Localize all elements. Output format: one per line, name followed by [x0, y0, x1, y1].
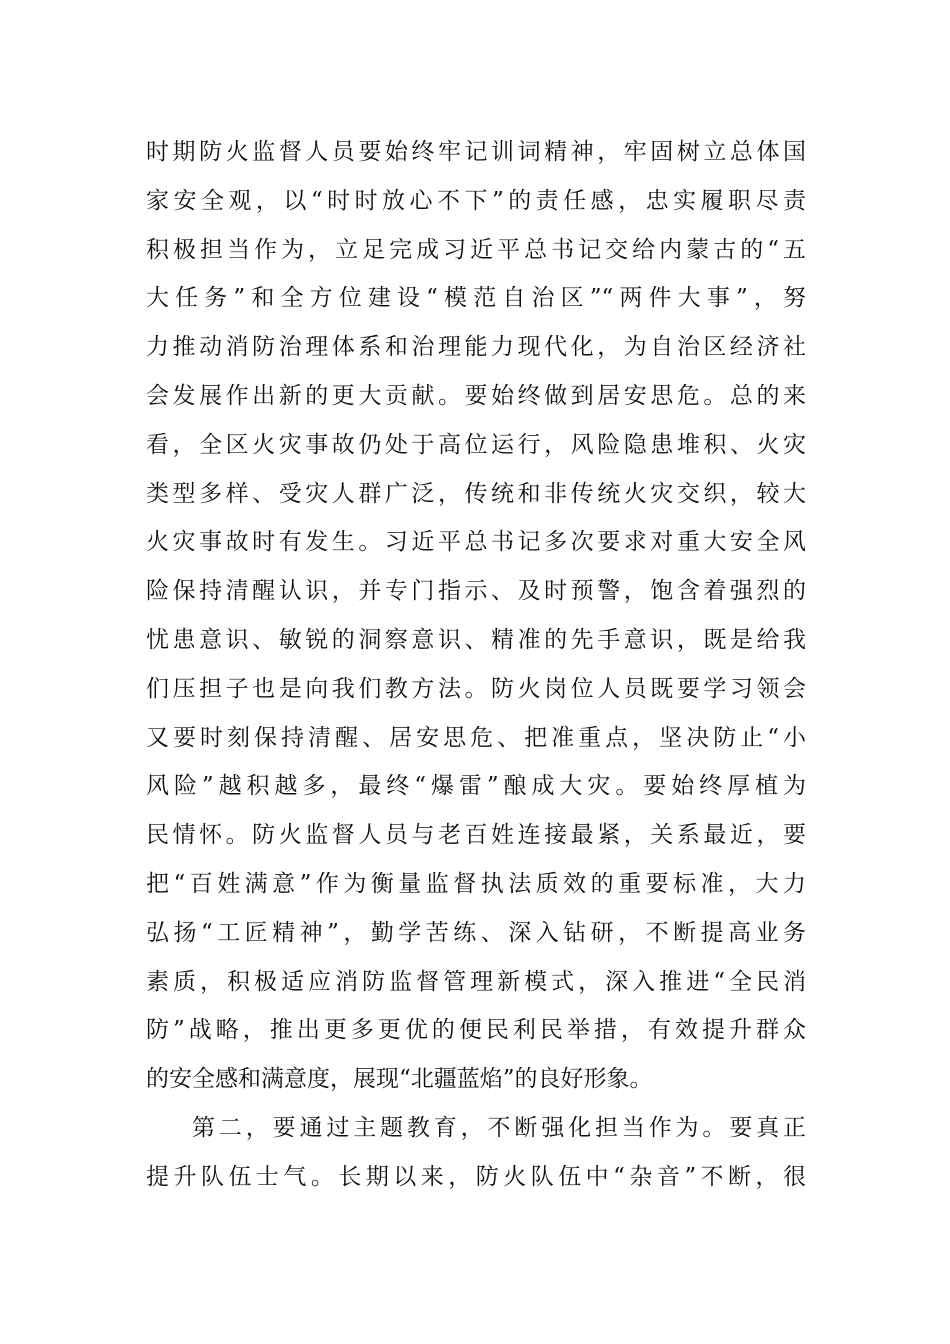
body-text [146, 128, 806, 1202]
paragraph-line: 类型多样、受灾人群广泛，传统和非传统火灾交织，较大 [146, 480, 806, 507]
paragraph-line: 看，全区火灾事故仍处于高位运行，风险隐患堆积、火灾 [146, 431, 806, 458]
paragraph-line: 风险”越积越多，最终“爆雷”酿成大灾。要始终厚植为 [146, 773, 806, 800]
paragraph-line: 忧患意识、敏锐的洞察意识、精准的先手意识，既是给我 [146, 626, 806, 653]
paragraph-line: 的安全感和满意度，展现“北疆蓝焰”的良好形象。 [146, 1066, 653, 1093]
paragraph-line: 防”战略，推出更多更优的便民利民举措，有效提升群众 [146, 1017, 806, 1044]
paragraph-1 [146, 128, 806, 1104]
paragraph-line: 们压担子也是向我们教方法。防火岗位人员既要学习领会 [146, 675, 806, 702]
paragraph-line: 火灾事故时有发生。习近平总书记多次要求对重大安全风 [146, 529, 806, 556]
paragraph-line: 弘扬“工匠精神”，勤学苦练、深入钻研，不断提高业务 [146, 919, 806, 946]
paragraph-line: 家安全观，以“时时放心不下”的责任感，忠实履职尽责 [146, 187, 806, 214]
paragraph-line: 第二，要通过主题教育，不断强化担当作为。要真正 [192, 1114, 806, 1141]
paragraph-line: 把“百姓满意”作为衡量监督执法质效的重要标准，大力 [146, 870, 806, 897]
paragraph-line: 积极担当作为，立足完成习近平总书记交给内蒙古的“五 [146, 236, 806, 263]
paragraph-line: 时期防火监督人员要始终牢记训词精神，牢固树立总体国 [146, 139, 806, 165]
paragraph-line: 提升队伍士气。长期以来，防火队伍中“杂音”不断，很 [146, 1163, 806, 1190]
paragraph-2 [146, 1104, 806, 1202]
paragraph-line: 力推动消防治理体系和治理能力现代化，为自治区经济社 [146, 334, 806, 361]
paragraph-line: 素质，积极适应消防监督管理新模式，深入推进“全民消 [146, 968, 806, 995]
paragraph-line: 险保持清醒认识，并专门指示、及时预警，饱含着强烈的 [146, 578, 806, 605]
paragraph-line: 又要时刻保持清醒、居安思危、把准重点，坚决防止“小 [146, 724, 806, 751]
paragraph-line: 会发展作出新的更大贡献。要始终做到居安思危。总的来 [146, 382, 806, 409]
paragraph-line: 大任务”和全方位建设“模范自治区”“两件大事”，努 [146, 285, 806, 312]
paragraph-line: 民情怀。防火监督人员与老百姓连接最紧，关系最近，要 [146, 822, 806, 849]
